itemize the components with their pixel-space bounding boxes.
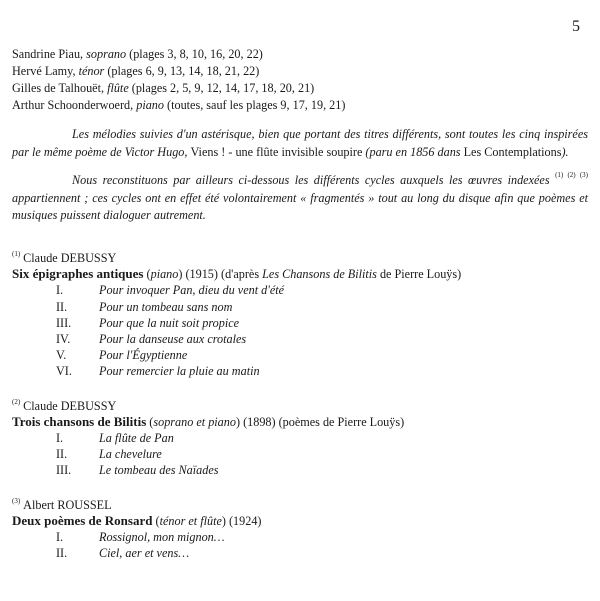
performers-list — [12, 46, 345, 114]
track-item: VI. Pour remercier la pluie au matin — [56, 364, 260, 379]
performer-line: Sandrine Piau, soprano (plages 3, 8, 10, 16, 20, 22) — [12, 47, 263, 61]
track-item: I. La flûte de Pan — [56, 430, 174, 445]
track-item: IV. Pour la danseuse aux crotales — [56, 331, 247, 346]
composer: $^{(1)}$ Claude DEBUSSY — [12, 250, 117, 265]
track-item: II. Ciel, aer et vens… — [56, 546, 190, 561]
composer: $^{(3)}$ Albert ROUSSEL — [12, 496, 112, 512]
cycle — [12, 394, 592, 479]
cycles-list — [12, 246, 592, 575]
cycle-title: Trois chansons de Bilitis (soprano et piano) (1898) (poèmes de Pierre Louÿs) — [12, 413, 405, 429]
performer-line: Arthur Schoonderwoerd, piano (toutes, sauf les plages 9, 17, 19, 21) — [12, 98, 346, 112]
performer-line: Gilles de Talhouët, flûte (plages 2, 5, 9, 12, 14, 17, 18, 20, 21) — [12, 81, 315, 95]
page-number: 5 — [572, 18, 580, 35]
performer-line: Hervé Lamy, ténor (plages 6, 9, 13, 14, 18, 21, 22) — [12, 64, 260, 78]
track-item: II. La chevelure — [56, 447, 162, 462]
composer: $^{(2)}$ Claude DEBUSSY — [12, 397, 117, 413]
notes — [12, 126, 588, 231]
note-paragraph: Nous reconstituons par ailleurs ci-dessous les différents cycles auxquels les œuvres indexées $^{(1) (2) (3)}$ appartiennent ; ces cycles ont en effet été volontairement « fragmentés » tout au long du disque afin que poèmes et musiques puissent dialoguer autrement. — [12, 171, 588, 222]
track-item: V. Pour l'Égyptienne — [56, 348, 188, 363]
note-paragraph: Les mélodies suivies d'un astérisque, bien que portant des titres différents, sont toutes les cinq inspirées par le même poème de Victor Hugo, Viens ! - une flûte invisible soupire (paru en 1856 dans Les Contemplations). — [12, 127, 588, 159]
track-item: I. Pour invoquer Pan, dieu du vent d'été — [56, 283, 285, 298]
track-item: III. Le tombeau des Naïades — [56, 463, 219, 478]
cycle — [12, 493, 592, 562]
track-item: III. Pour que la nuit soit propice — [56, 315, 240, 330]
cycle-title: Six épigraphes antiques (piano) (1915) (d'après Les Chansons de Bilitis de Pierre Louÿs) — [12, 266, 462, 282]
track-item: II. Pour un tombeau sans nom — [56, 299, 233, 314]
track-item: I. Rossignol, mon mignon… — [56, 529, 225, 544]
cycle — [12, 246, 592, 380]
cycle-title: Deux poèmes de Ronsard (ténor et flûte) (1924) — [12, 512, 262, 528]
